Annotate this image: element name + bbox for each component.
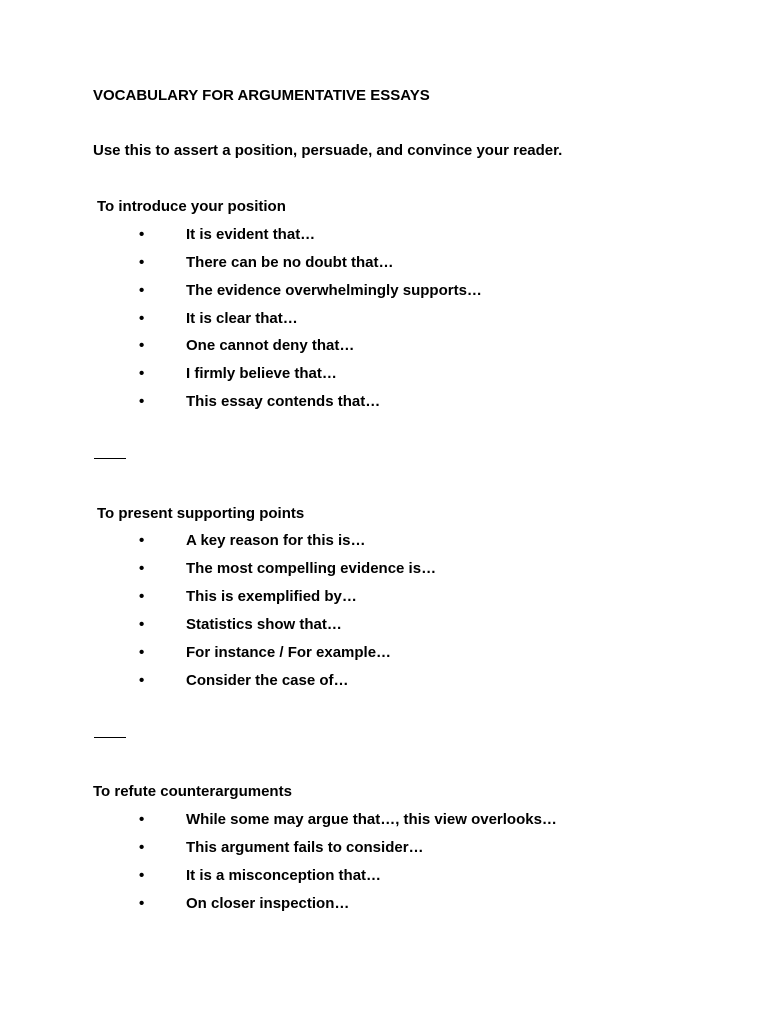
bullet-icon: •: [139, 839, 145, 856]
bullet-icon: •: [139, 616, 145, 633]
list-item-text: On closer inspection…: [186, 895, 350, 912]
bullet-icon: •: [139, 532, 145, 549]
bullet-icon: •: [139, 672, 145, 689]
bullet-icon: •: [139, 226, 145, 243]
bullet-icon: •: [139, 811, 145, 828]
list-item-text: One cannot deny that…: [186, 337, 355, 354]
list-item-text: This is exemplified by…: [186, 588, 357, 605]
list-item-text: It is evident that…: [186, 226, 316, 243]
list-item-text: It is a misconception that…: [186, 867, 382, 884]
bullet-icon: •: [139, 560, 145, 577]
bullet-icon: •: [139, 644, 145, 661]
document-title: VOCABULARY FOR ARGUMENTATIVE ESSAYS: [93, 87, 430, 104]
list-item-text: I firmly believe that…: [186, 365, 337, 382]
section-heading-introduce-position: To introduce your position: [97, 198, 286, 215]
bullet-icon: •: [139, 337, 145, 354]
list-item-text: This argument fails to consider…: [186, 839, 424, 856]
list-item-text: A key reason for this is…: [186, 532, 366, 549]
list-item-text: There can be no doubt that…: [186, 254, 394, 271]
bullet-icon: •: [139, 365, 145, 382]
section-divider: [94, 458, 126, 459]
list-item-text: The most compelling evidence is…: [186, 560, 437, 577]
list-item-text: The evidence overwhelmingly supports…: [186, 282, 482, 299]
list-item-text: For instance / For example…: [186, 644, 392, 661]
bullet-icon: •: [139, 895, 145, 912]
list-item-text: This essay contends that…: [186, 393, 381, 410]
list-item-text: It is clear that…: [186, 310, 298, 327]
section-heading-supporting-points: To present supporting points: [97, 505, 305, 522]
section-heading-refute-counterarguments: To refute counterarguments: [93, 783, 292, 800]
bullet-icon: •: [139, 867, 145, 884]
section-divider: [94, 737, 126, 738]
intro-text: Use this to assert a position, persuade, and convince your reader.: [93, 142, 563, 159]
list-item-text: Statistics show that…: [186, 616, 342, 633]
list-item-text: Consider the case of…: [186, 672, 349, 689]
bullet-icon: •: [139, 588, 145, 605]
bullet-icon: •: [139, 254, 145, 271]
bullet-icon: •: [139, 282, 145, 299]
bullet-icon: •: [139, 393, 145, 410]
bullet-icon: •: [139, 310, 145, 327]
list-item-text: While some may argue that…, this view overlooks…: [186, 811, 557, 828]
